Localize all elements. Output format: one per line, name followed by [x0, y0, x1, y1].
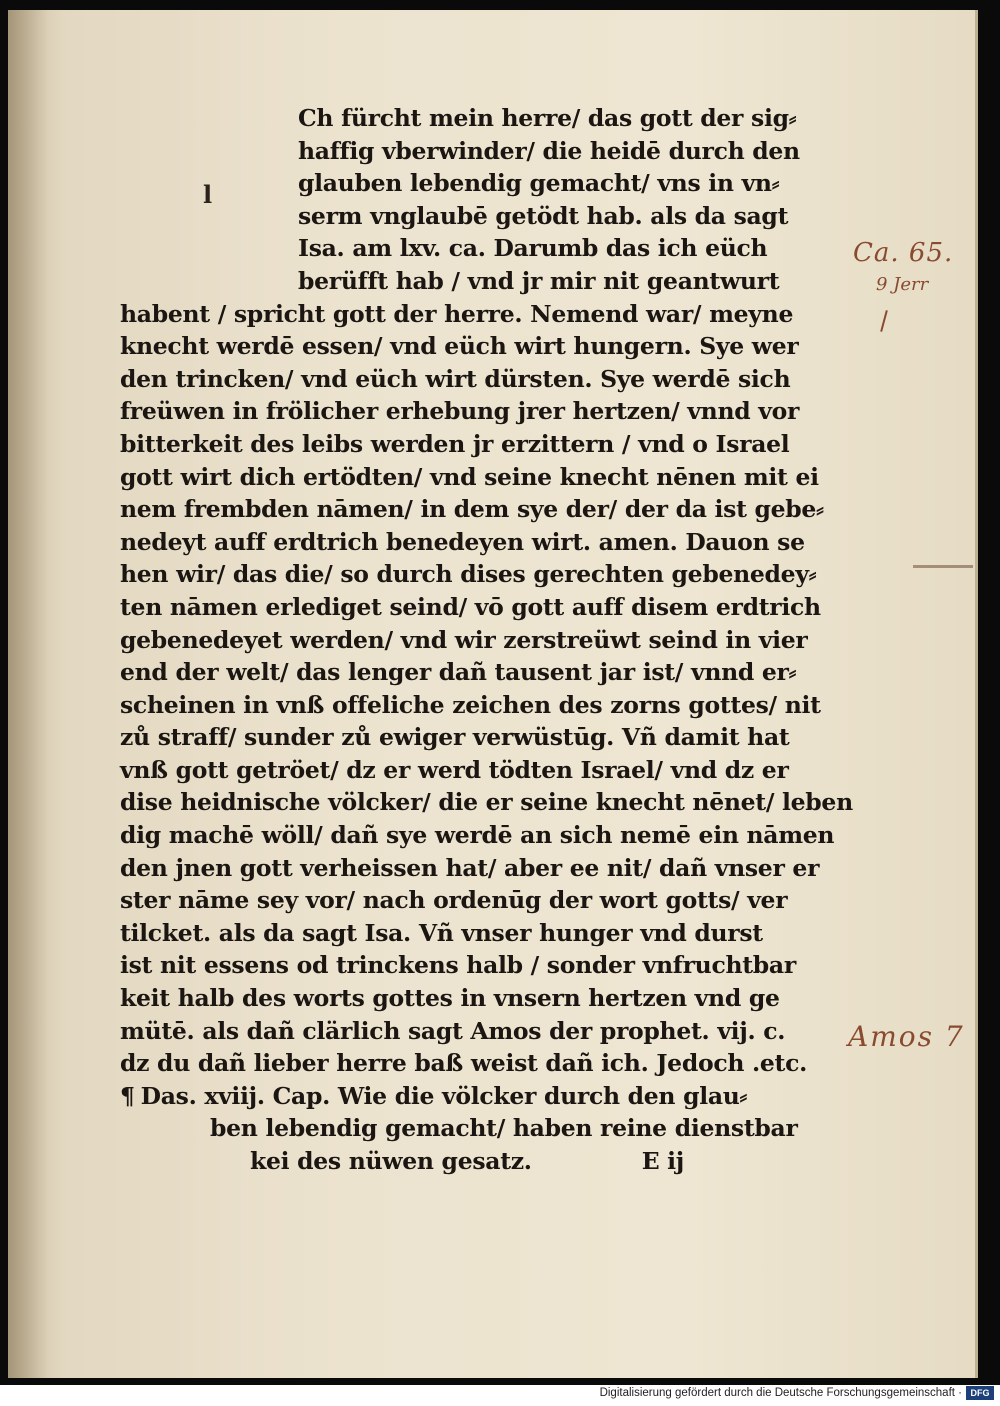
text-line: ben lebendig gemacht/ haben reine dienstbar [210, 1114, 798, 1143]
text-line: mütē. als dañ clärlich sagt Amos der prophet. vij. c. [120, 1016, 786, 1045]
chapter-heading-text: Das. xviij. Cap. Wie die völcker durch den glau⸗ [140, 1081, 748, 1110]
text-line: end der welt/ das lenger dañ tausent jar ist/ vnnd er⸗ [120, 658, 797, 687]
text-line: knecht werdē essen/ vnd eüch wirt hungern. Sye wer [120, 332, 799, 361]
text-line: nedeyt auff erdtrich benedeyen wirt. amen. Dauon se [120, 527, 805, 556]
text-line: haffig vberwinder/ die heidē durch den [298, 136, 800, 165]
text-line: bitterkeit des leibs werden jr erzittern / vnd o Israel [120, 429, 790, 458]
text-line: Ch fürcht mein herre/ das gott der sig⸗ [298, 104, 797, 132]
initial-mark: l [203, 180, 213, 209]
text-line: den trincken/ vnd eüch wirt dürsten. Sye werdē sich [120, 364, 791, 393]
gutter-shadow [8, 10, 48, 1378]
text-line: dise heidnische völcker/ die er seine knecht nēnet/ leben [120, 788, 853, 817]
signature-mark: E ij [641, 1147, 685, 1175]
text-line: ster nāme sey vor/ nach ordenūg der wort gotts/ ver [120, 886, 788, 915]
body-text [120, 102, 853, 1178]
text-line: berüfft hab / vnd jr mir nit geantwurt [298, 266, 780, 295]
book-page [8, 10, 978, 1378]
marginal-dash [913, 565, 973, 568]
text-line: kei des nüwen gesatz. [250, 1147, 532, 1175]
chapter-heading [120, 1080, 820, 1113]
text-line: ten nāmen erlediget seind/ vō gott auff disem erdtrich [120, 592, 821, 621]
text-line: vnß gott getröet/ dz er werd tödten Israel/ vnd dz er [120, 755, 789, 784]
text-line: hen wir/ das die/ so durch dises gerechten gebenedey⸗ [120, 560, 817, 589]
dfg-logo: DFG [966, 1386, 994, 1400]
marginal-note-amos: Amos 7 [848, 1020, 965, 1053]
pilcrow-icon: ¶ [120, 1081, 135, 1110]
text-line: ist nit essens od trinckens halb / sonder vnfruchtbar [120, 951, 796, 980]
text-line: habent / spricht gott der herre. Nemend war/ meyne [120, 299, 794, 328]
marginal-note-reference: Ca. 65. [853, 238, 954, 268]
text-line: nem frembden nāmen/ in dem sye der/ der da ist gebe⸗ [120, 495, 824, 524]
text-line: serm vnglaubē getödt hab. als da sagt [298, 201, 789, 230]
text-line: gebenedeyet werden/ vnd wir zerstreüwt seind in vier [120, 625, 808, 654]
text-line: Isa. am lxv. ca. Darumb das ich eüch [298, 234, 768, 263]
text-line: den jnen gott verheissen hat/ aber ee nit/ dañ vnser er [120, 853, 820, 882]
footer-credit: Digitalisierung gefördert durch die Deutsche Forschungsgemeinschaft · [599, 1387, 962, 1399]
text-line: tilcket. als da sagt Isa. Vñ vnser hunger vnd durst [120, 918, 763, 947]
text-line: gott wirt dich ertödten/ vnd seine knecht nēnen mit ei [120, 462, 819, 491]
text-line: scheinen in vnß offeliche zeichen des zorns gottes/ nit [120, 690, 821, 719]
text-line: zů straff/ sunder zů ewiger verwüstūg. Vñ damit hat [120, 723, 790, 752]
text-line: dig machē wöll/ dañ sye werdē an sich nemē ein nāmen [120, 821, 835, 850]
text-line: dz du dañ lieber herre baß weist dañ ich. Jedoch .etc. [120, 1049, 807, 1078]
final-line [120, 1145, 820, 1178]
text-line: freüwen in frölicher erhebung jrer hertzen/ vnnd vor [120, 397, 800, 426]
marginal-tick [880, 310, 888, 332]
text-line: glauben lebendig gemacht/ vns in vn⸗ [298, 169, 780, 198]
text-line: keit halb des worts gottes in vnsern hertzen vnd ge [120, 984, 780, 1013]
marginal-note-reference-2: 9 Jerr [876, 274, 929, 295]
